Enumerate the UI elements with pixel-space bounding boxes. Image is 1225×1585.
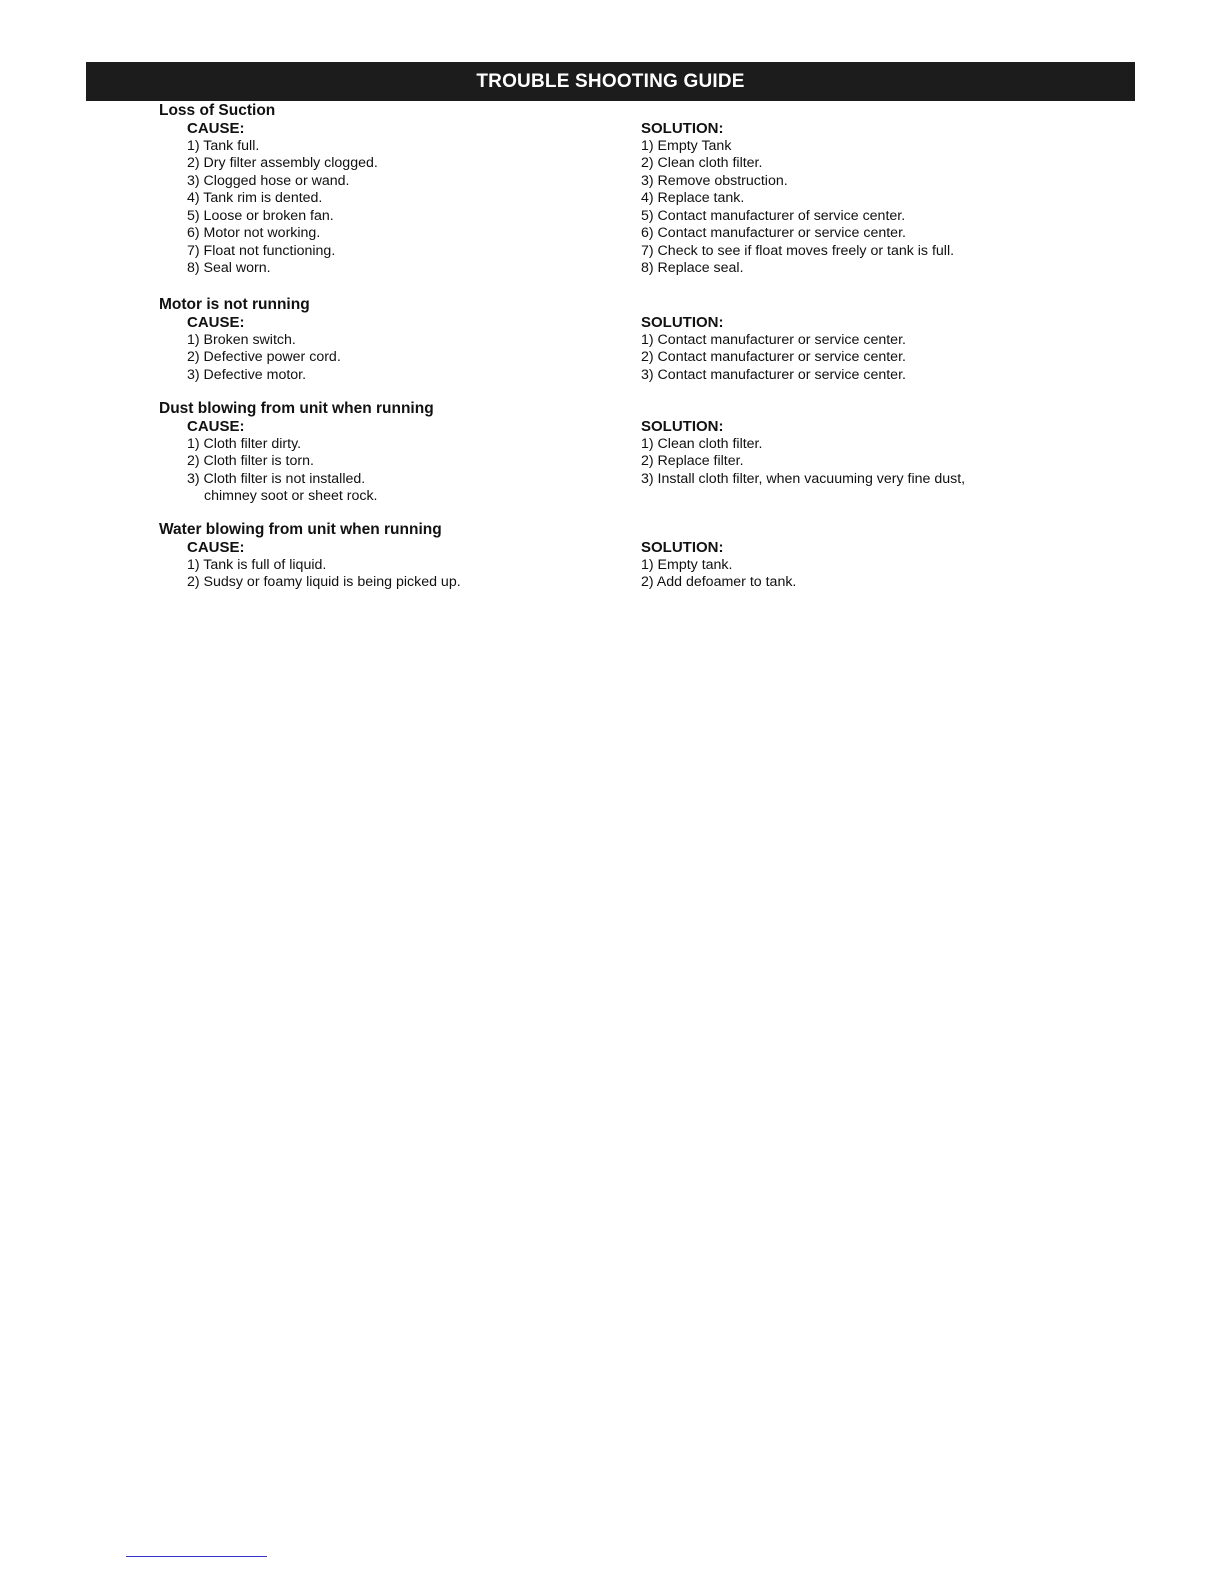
cause-item: 1) Cloth filter dirty. bbox=[187, 435, 302, 452]
cause-heading: CAUSE: bbox=[187, 314, 245, 331]
cause-item: 1) Tank is full of liquid. bbox=[187, 556, 327, 573]
solution-column bbox=[641, 120, 1061, 278]
solution-item: 2) Contact manufacturer or service center. bbox=[641, 349, 906, 365]
cause-item: 2) Cloth filter is torn. bbox=[187, 453, 314, 469]
section-title: Water blowing from unit when running bbox=[159, 521, 442, 538]
section-loss-of-suction bbox=[159, 102, 1059, 296]
cause-item: 3) Clogged hose or wand. bbox=[187, 172, 350, 189]
cause-item: 1) Broken switch. bbox=[187, 331, 296, 348]
solution-item: 5) Contact manufacturer of service center. bbox=[641, 207, 906, 224]
cause-heading: CAUSE: bbox=[187, 418, 245, 435]
section-title: Motor is not running bbox=[159, 296, 310, 313]
cause-list bbox=[187, 332, 627, 385]
solution-list bbox=[641, 138, 1061, 278]
solution-item: 6) Contact manufacturer or service center. bbox=[641, 225, 906, 241]
cause-item: 3) Defective motor. bbox=[187, 366, 307, 383]
section-water-blowing bbox=[159, 521, 1059, 601]
cause-continuation: chimney soot or sheet rock. bbox=[204, 488, 378, 504]
cause-item: 8) Seal worn. bbox=[187, 260, 271, 276]
solution-list bbox=[641, 332, 1061, 385]
solution-item: 2) Add defoamer to tank. bbox=[641, 574, 797, 590]
solution-item: 4) Replace tank. bbox=[641, 190, 745, 206]
cause-item: 2) Sudsy or foamy liquid is being picked up. bbox=[187, 574, 461, 590]
cause-heading: CAUSE: bbox=[187, 120, 245, 137]
solution-item: 8) Replace seal. bbox=[641, 260, 744, 276]
solution-heading: SOLUTION: bbox=[641, 539, 724, 556]
solution-item: 1) Clean cloth filter. bbox=[641, 435, 763, 452]
page-title: TROUBLE SHOOTING GUIDE bbox=[476, 70, 745, 92]
cause-column bbox=[187, 120, 627, 278]
cause-column bbox=[187, 418, 627, 506]
cause-column bbox=[187, 314, 627, 384]
solution-heading: SOLUTION: bbox=[641, 314, 724, 331]
solution-column bbox=[641, 314, 1061, 384]
solution-column bbox=[641, 539, 1061, 592]
solution-column bbox=[641, 418, 1061, 488]
solution-heading: SOLUTION: bbox=[641, 120, 724, 137]
solution-item: 2) Replace filter. bbox=[641, 453, 744, 469]
section-motor-not-running bbox=[159, 296, 1059, 400]
solution-item: 1) Empty tank. bbox=[641, 556, 733, 573]
cause-heading: CAUSE: bbox=[187, 539, 245, 556]
section-title: Dust blowing from unit when running bbox=[159, 400, 434, 417]
cause-item: 1) Tank full. bbox=[187, 137, 260, 154]
cause-list bbox=[187, 436, 627, 489]
solution-list bbox=[641, 436, 1061, 489]
cause-item: 3) Cloth filter is not installed. bbox=[187, 470, 366, 487]
solution-item: 7) Check to see if float moves freely or tank is full. bbox=[641, 242, 955, 259]
solution-item: 3) Remove obstruction. bbox=[641, 172, 788, 189]
cause-list bbox=[187, 138, 627, 278]
cause-item: 7) Float not functioning. bbox=[187, 242, 336, 259]
section-title: Loss of Suction bbox=[159, 102, 276, 119]
footer-rule bbox=[126, 1556, 267, 1557]
solution-heading: SOLUTION: bbox=[641, 418, 724, 435]
troubleshooting-content bbox=[159, 102, 1059, 601]
solution-item: 3) Contact manufacturer or service center. bbox=[641, 366, 906, 383]
solution-item: 3) Install cloth filter, when vacuuming very fine dust, bbox=[641, 470, 966, 487]
page-header bbox=[86, 62, 1135, 101]
solution-item: 1) Empty Tank bbox=[641, 137, 732, 154]
cause-item: 2) Dry filter assembly clogged. bbox=[187, 155, 378, 171]
solution-item: 1) Contact manufacturer or service center. bbox=[641, 331, 906, 348]
cause-list bbox=[187, 557, 627, 592]
section-dust-blowing bbox=[159, 400, 1059, 521]
cause-item: 2) Defective power cord. bbox=[187, 349, 341, 365]
solution-list bbox=[641, 557, 1061, 592]
cause-column bbox=[187, 539, 627, 592]
cause-item: 5) Loose or broken fan. bbox=[187, 207, 334, 224]
cause-item: 6) Motor not working. bbox=[187, 225, 321, 241]
cause-item: 4) Tank rim is dented. bbox=[187, 190, 323, 206]
solution-item: 2) Clean cloth filter. bbox=[641, 155, 763, 171]
